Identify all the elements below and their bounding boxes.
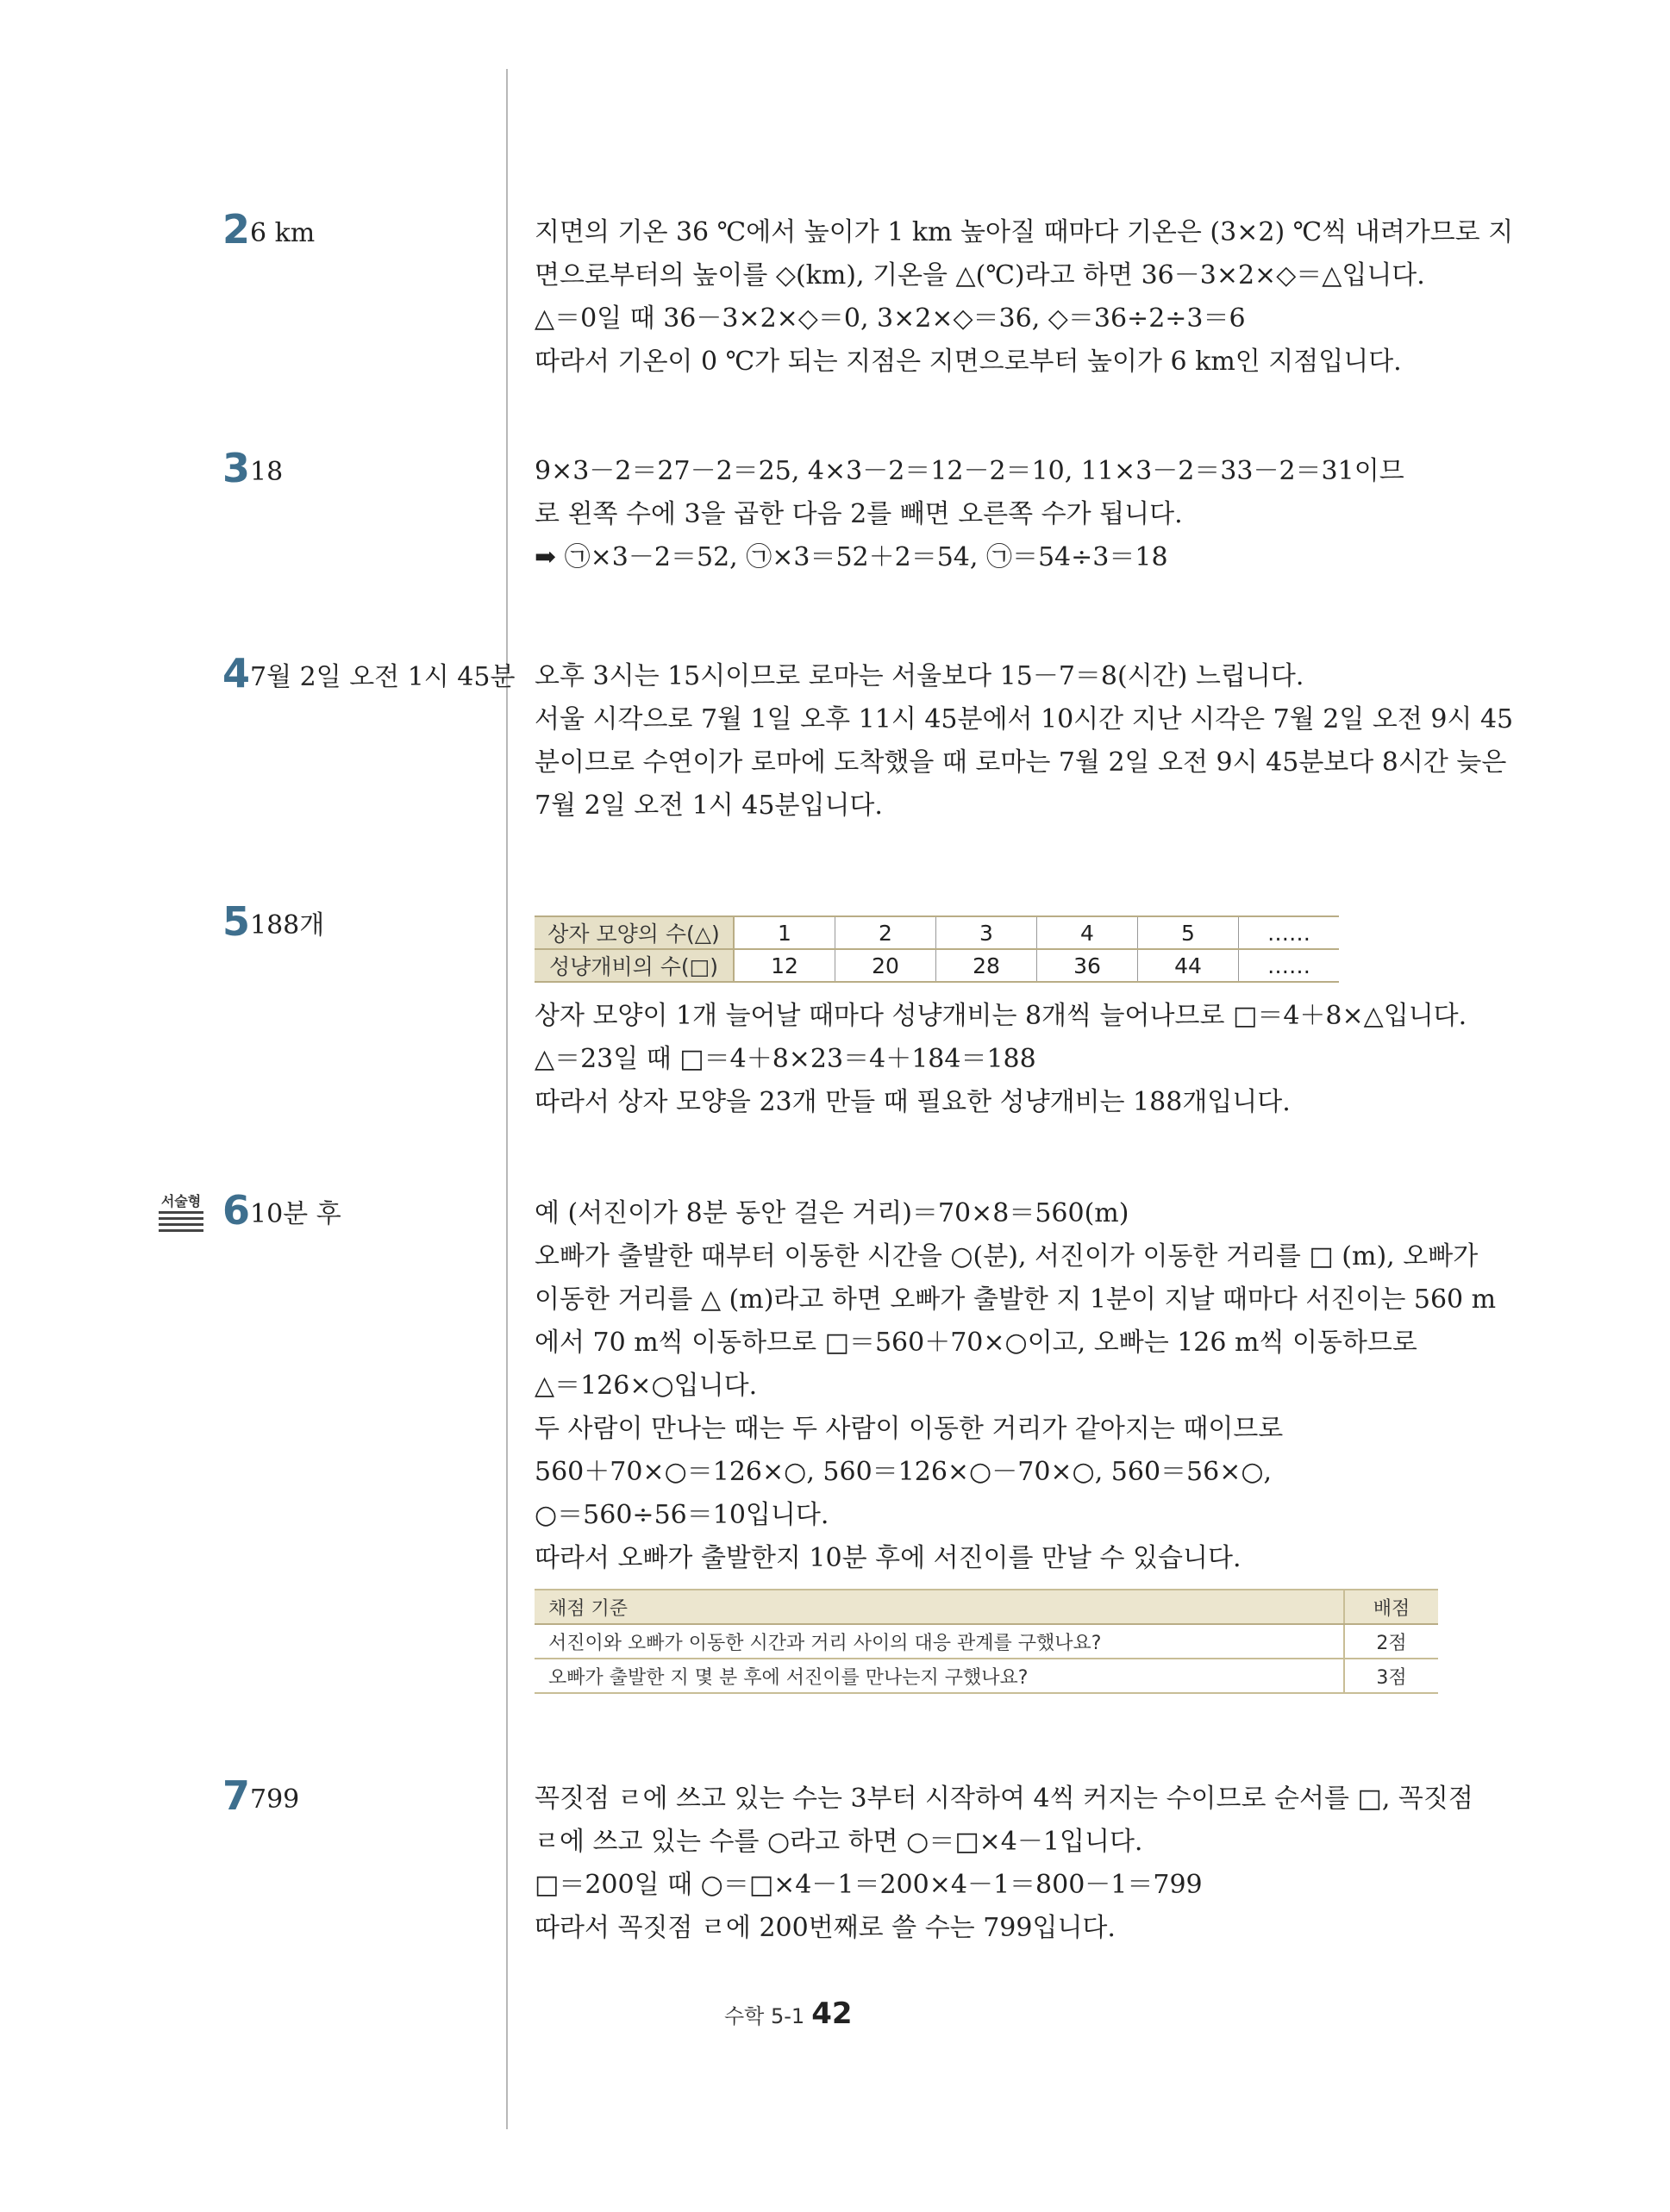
table-row <box>535 1659 1438 1693</box>
solution-line: △＝0일 때 36－3×2×◇＝0, 3×2×◇＝36, ◇＝36÷2÷3＝6 <box>535 303 1246 334</box>
descriptive-badge: 서술형 <box>160 1193 202 1209</box>
table-cell: 36 <box>1037 949 1138 982</box>
solution-line: 상자 모양이 1개 늘어날 때마다 성냥개비는 8개씩 늘어나므로 □＝4＋8×△입니다. <box>535 1001 1467 1031</box>
table-cell: 12 <box>734 949 835 982</box>
table-cell: …… <box>1239 949 1340 982</box>
solution-line: 예 (서진이가 8분 동안 걸은 거리)＝70×8＝560(m) <box>535 1198 1129 1228</box>
solution-line: 지면의 기온 36 ℃에서 높이가 1 km 높아질 때마다 기온은 (3×2) ℃씩 내려가므로 지 <box>535 217 1514 247</box>
table-header-row <box>535 1590 1438 1624</box>
answer: 18 <box>250 457 284 487</box>
table-cell: 20 <box>835 949 936 982</box>
points-cell: 2점 <box>1344 1624 1438 1659</box>
table-cell: 2 <box>835 916 936 949</box>
page-footer <box>724 1996 853 2031</box>
table-cell: …… <box>1239 916 1340 949</box>
table-cell: 1 <box>734 916 835 949</box>
solution <box>535 910 1467 1124</box>
table-cell: 28 <box>936 949 1037 982</box>
solution-line: 오빠가 출발한 때부터 이동한 시간을 ○(분), 서진이가 이동한 거리를 □ (m), 오빠가 <box>535 1241 1479 1272</box>
answer: 10분 후 <box>250 1199 341 1229</box>
table-row <box>535 1624 1438 1659</box>
solution-line: 두 사람이 만나는 때는 두 사람이 이동한 거리가 같아지는 때이므로 <box>535 1414 1284 1444</box>
points-cell: 3점 <box>1344 1659 1438 1693</box>
solution-line: 7월 2일 오전 1시 45분입니다. <box>535 790 883 821</box>
criteria-cell: 서진이와 오빠가 이동한 시간과 거리 사이의 대응 관계를 구했나요? <box>535 1624 1344 1659</box>
solution-line: 따라서 상자 모양을 23개 만들 때 필요한 성냥개비는 188개입니다. <box>535 1087 1291 1117</box>
solution-line: 9×3－2＝27－2＝25, 4×3－2＝12－2＝10, 11×3－2＝33－2＝31이므 <box>535 456 1404 486</box>
column-divider <box>506 69 508 2129</box>
sequence-table <box>535 915 1339 983</box>
solution <box>535 655 1514 828</box>
problem-number: 4 <box>222 650 251 697</box>
solution <box>535 450 1440 579</box>
solution-line: □＝200일 때 ○＝□×4－1＝200×4－1＝800－1＝799 <box>535 1870 1203 1900</box>
solution <box>535 211 1514 384</box>
page-number: 42 <box>811 1996 853 2031</box>
points-header: 배점 <box>1344 1590 1438 1624</box>
solution-line: 서울 시각으로 7월 1일 오후 11시 45분에서 10시간 지난 시각은 7월 2일 오전 9시 45 <box>535 704 1514 734</box>
scoring-table <box>535 1589 1438 1694</box>
table-cell: 3 <box>936 916 1037 949</box>
solution-line: △＝23일 때 □＝4＋8×23＝4＋184＝188 <box>535 1044 1036 1074</box>
solution-line: 따라서 꼭짓점 ㄹ에 200번째로 쓸 수는 799입니다. <box>535 1913 1116 1943</box>
solution-line: 560＋70×○＝126×○, 560＝126×○－70×○, 560＝56×○, <box>535 1457 1273 1487</box>
answer: 799 <box>250 1784 300 1815</box>
subject-label: 수학 5-1 <box>724 2004 805 2028</box>
answer: 188개 <box>250 910 325 940</box>
problem-number: 5 <box>222 898 251 945</box>
answer: 7월 2일 오전 1시 45분 <box>250 662 516 692</box>
solution-line: ➡ ㉠×3－2＝52, ㉠×3＝52＋2＝54, ㉠＝54÷3＝18 <box>535 542 1168 572</box>
table-cell: 5 <box>1138 916 1239 949</box>
criteria-cell: 오빠가 출발한 지 몇 분 후에 서진이를 만나는지 구했나요? <box>535 1659 1344 1693</box>
solution-line: ㄹ에 쓰고 있는 수를 ○라고 하면 ○＝□×4－1입니다. <box>535 1827 1143 1857</box>
problem-number: 6 <box>222 1187 251 1234</box>
solution-line: 꼭짓점 ㄹ에 쓰고 있는 수는 3부터 시작하여 4씩 커지는 수이므로 순서를 □, 꼭짓점 <box>535 1784 1473 1814</box>
table-row <box>535 916 1339 949</box>
criteria-header: 채점 기준 <box>535 1590 1344 1624</box>
solution-line: 면으로부터의 높이를 ◇(km), 기온을 △(℃)라고 하면 36－3×2×◇＝△입니다. <box>535 260 1425 291</box>
problem-number: 2 <box>222 206 251 253</box>
table-cell: 4 <box>1037 916 1138 949</box>
solution-line: 분이므로 수연이가 로마에 도착했을 때 로마는 7월 2일 오전 9시 45분보다 8시간 늦은 <box>535 747 1507 778</box>
solution-line: 이동한 거리를 △ (m)라고 하면 오빠가 출발한 지 1분이 지날 때마다 서진이는 560 m <box>535 1284 1497 1315</box>
solution-line: △＝126×○입니다. <box>535 1371 758 1401</box>
lines-icon <box>159 1211 203 1235</box>
row-header: 상자 모양의 수(△) <box>535 916 734 949</box>
solution <box>535 1778 1473 1950</box>
answer: 6 km <box>250 218 316 248</box>
solution-line: 오후 3시는 15시이므로 로마는 서울보다 15－7＝8(시간) 느립니다. <box>535 661 1304 691</box>
solution-line: 따라서 오빠가 출발한지 10분 후에 서진이를 만날 수 있습니다. <box>535 1543 1242 1573</box>
solution-line: 로 왼쪽 수에 3을 곱한 다음 2를 빼면 오른쪽 수가 됩니다. <box>535 499 1183 529</box>
solution-line: ○＝560÷56＝10입니다. <box>535 1500 829 1530</box>
solution-line: 에서 70 m씩 이동하므로 □＝560＋70×○이고, 오빠는 126 m씩 이동하므로 <box>535 1328 1417 1358</box>
table-row <box>535 949 1339 982</box>
problem-number: 3 <box>222 445 251 491</box>
solution-line: 따라서 기온이 0 ℃가 되는 지점은 지면으로부터 높이가 6 km인 지점입니다. <box>535 347 1402 377</box>
problem-number: 7 <box>222 1772 251 1819</box>
row-header: 성냥개비의 수(□) <box>535 949 734 982</box>
table-cell: 44 <box>1138 949 1239 982</box>
solution <box>535 1192 1497 1694</box>
